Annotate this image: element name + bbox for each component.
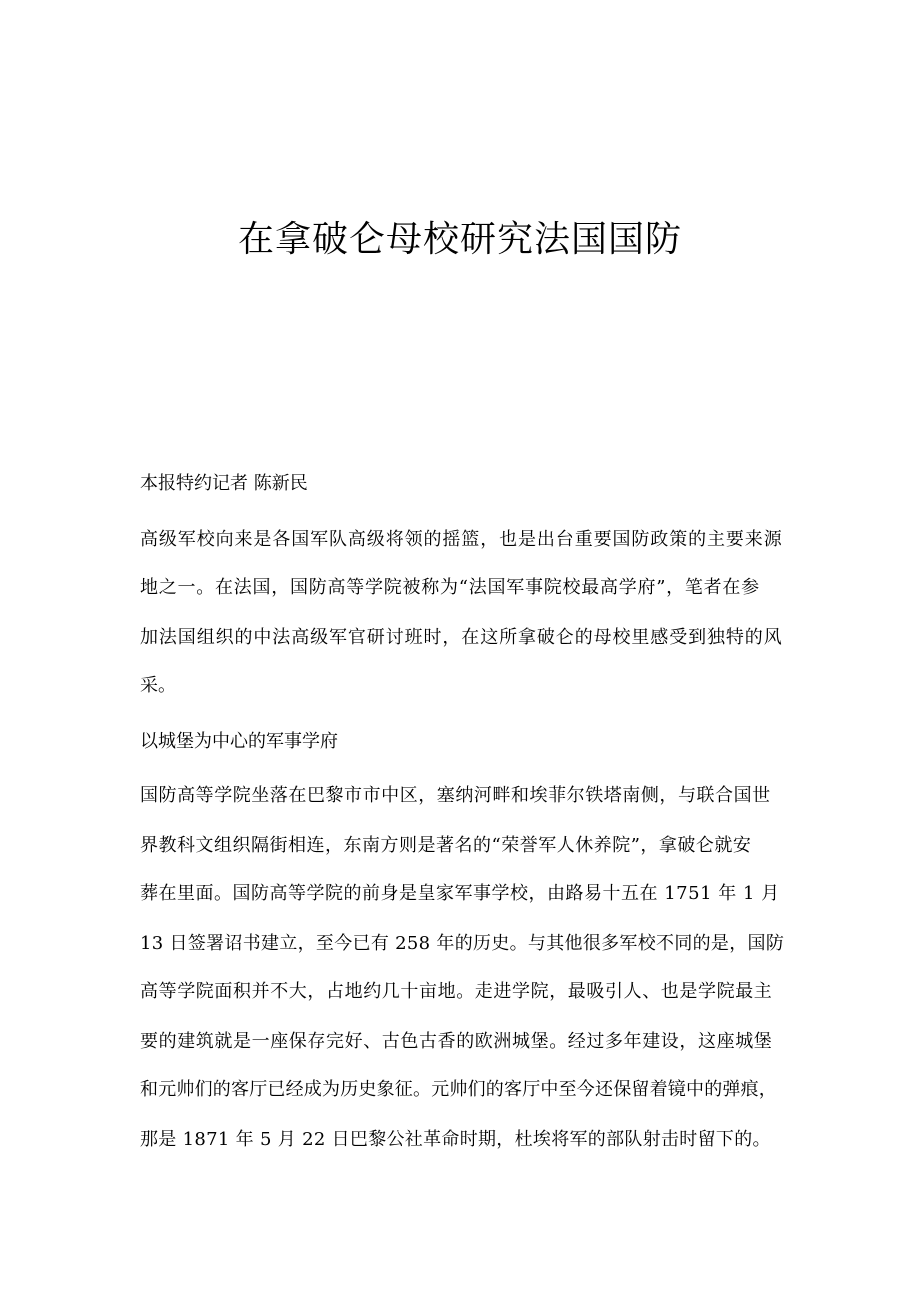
paragraph-line: 要的建筑就是一座保存完好、古色古香的欧洲城堡。经过多年建设，这座城堡 bbox=[140, 1031, 773, 1052]
paragraph-line: 加法国组织的中法高级军官研讨班时，在这所拿破仑的母校里感受到独特的风 bbox=[140, 627, 783, 648]
paragraph-line: 高等学院面积并不大，占地约几十亩地。走进学院，最吸引人、也是学院最主 bbox=[140, 981, 773, 1002]
paragraph-line: 高级军校向来是各国军队高级将领的摇篮，也是出台重要国防政策的主要来源 bbox=[140, 529, 783, 550]
paragraph-line: 国防高等学院坐落在巴黎市市中区，塞纳河畔和埃菲尔铁塔南侧，与联合国世 bbox=[140, 785, 771, 806]
paragraph-line: 采。 bbox=[140, 675, 176, 696]
paragraph-line: 和元帅们的客厅已经成为历史象征。元帅们的客厅中至今还保留着镜中的弹痕， bbox=[140, 1079, 777, 1100]
article-title: 在拿破仑母校研究法国国防 bbox=[237, 219, 682, 260]
paragraph-line: 那是 1871 年 5 月 22 日巴黎公社革命时期，杜埃将军的部队射击时留下的。 bbox=[140, 1129, 771, 1150]
section-subheading: 以城堡为中心的军事学府 bbox=[140, 731, 338, 752]
paragraph-line: 界教科文组织隔街相连，东南方则是著名的“荣誉军人休养院”，拿破仑就安 bbox=[140, 835, 752, 856]
byline: 本报特约记者 陈新民 bbox=[140, 473, 308, 494]
paragraph-line: 地之一。在法国，国防高等学院被称为“法国军事院校最高学府”，笔者在参 bbox=[140, 577, 760, 598]
paragraph-line: 13 日签署诏书建立，至今已有 258 年的历史。与其他很多军校不同的是，国防 bbox=[140, 933, 785, 954]
paragraph-line: 葬在里面。国防高等学院的前身是皇家军事学校，由路易十五在 1751 年 1 月 bbox=[140, 883, 780, 904]
